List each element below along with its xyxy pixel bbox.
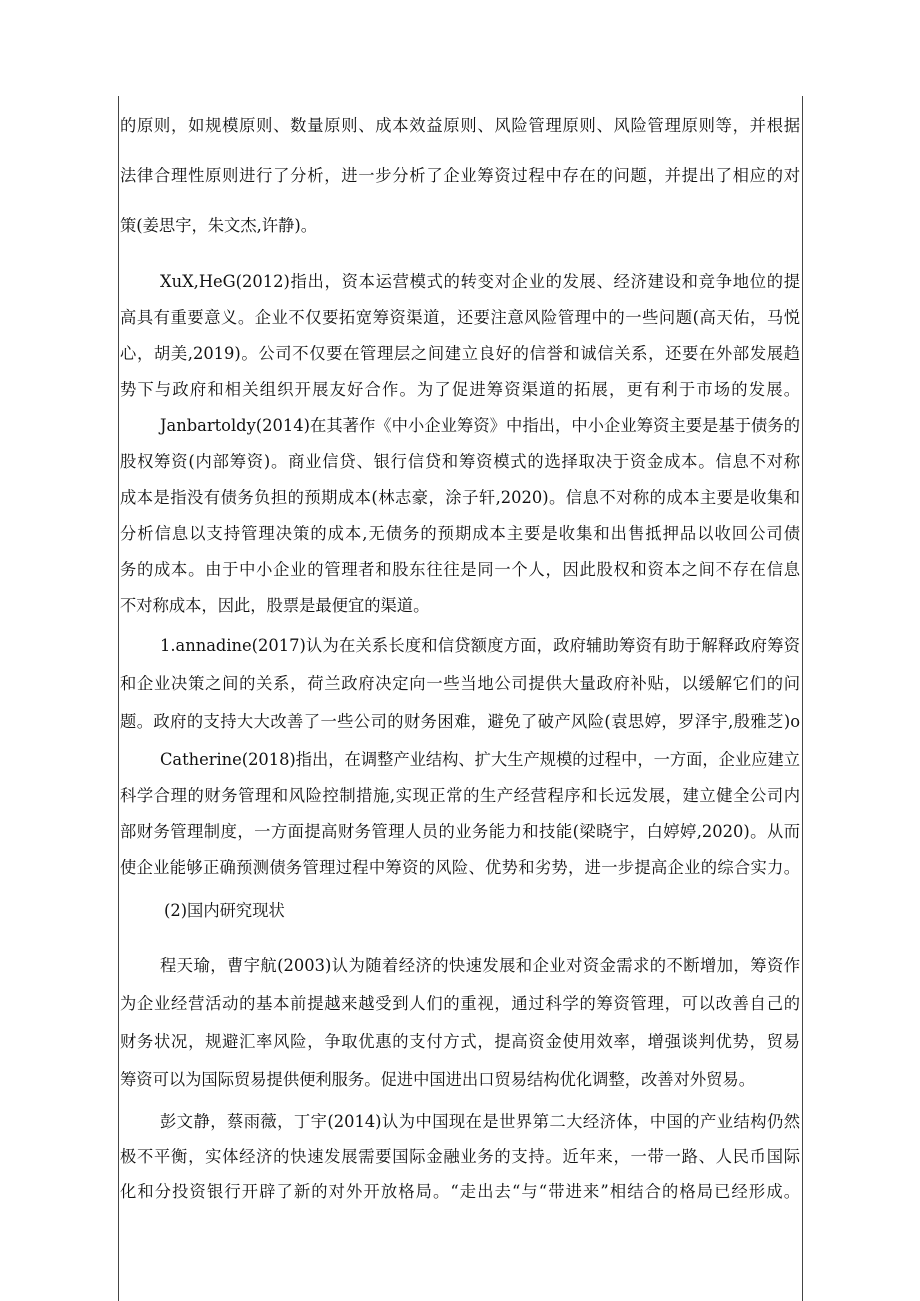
text-line: 彭文静，蔡雨薇，丁宇(2014)认为中国现在是世界第二大经济体，中国的产业结构仍然 <box>160 1112 800 1131</box>
text-line: 股权筹资(内部筹资)。商业信贷、银行信贷和筹资模式的选择取决于资金成本。信息不对称 <box>120 452 800 471</box>
text-line: Janbartoldy(2014)在其著作《中小企业筹资》中指出，中小企业筹资主要是基于债务的 <box>160 416 800 435</box>
text-line: 的原则，如规模原则、数量原则、成本效益原则、风险管理原则、风险管理原则等，并根据 <box>120 116 800 135</box>
text-line: 题。政府的支持大大改善了一些公司的财务困难，避免了破产风险(袁思婷，罗泽宇,殷雅芝)o <box>120 712 800 731</box>
text-line: 法律合理性原则进行了分析，进一步分析了企业筹资过程中存在的问题，并提出了相应的对 <box>120 166 800 185</box>
text-line: 科学合理的财务管理和风险控制措施,实现正常的生产经营程序和长远发展，建立健全公司内 <box>120 786 800 805</box>
text-line: 使企业能够正确预测债务管理过程中筹资的风险、优势和劣势，进一步提高企业的综合实力。 <box>120 858 800 877</box>
text-line: 心，胡美,2019)。公司不仅要在管理层之间建立良好的信誉和诚信关系，还要在外部发展趋 <box>120 344 800 363</box>
text-line: XuX,HeG(2012)指出，资本运营模式的转变对企业的发展、经济建设和竞争地位的提 <box>160 272 800 291</box>
text-line: 极不平衡，实体经济的快速发展需要国际金融业务的支持。近年来，一带一路、人民币国际 <box>120 1147 800 1166</box>
text-line: 程天瑜，曹宇航(2003)认为随着经济的快速发展和企业对资金需求的不断增加，筹资作 <box>160 956 800 975</box>
text-line: 和企业决策之间的关系，荷兰政府决定向一些当地公司提供大量政府补贴，以缓解它们的问 <box>120 674 800 693</box>
text-line: 为企业经营活动的基本前提越来越受到人们的重视，通过科学的筹资管理，可以改善自己的 <box>120 994 800 1013</box>
text-line: Catherine(2018)指出，在调整产业结构、扩大生产规模的过程中，一方面，企业应建立 <box>160 750 800 769</box>
text-line: 策(姜思宇，朱文杰,许静)。 <box>120 216 317 235</box>
text-line: 势下与政府和相关组织开展友好合作。为了促进筹资渠道的拓展，更有利于市场的发展。 <box>120 380 800 399</box>
text-line: 务的成本。由于中小企业的管理者和股东往往是同一个人，因此股权和资本之间不存在信息 <box>120 560 800 579</box>
section-heading: (2)国内研究现状 <box>164 901 285 920</box>
text-line: 筹资可以为国际贸易提供便利服务。促进中国进出口贸易结构优化调整，改善对外贸易。 <box>120 1070 755 1089</box>
text-line: 高具有重要意义。企业不仅要拓宽筹资渠道，还要注意风险管理中的一些问题(高天佑，马悦 <box>120 308 800 327</box>
text-line: 分析信息以支持管理决策的成本,无债务的预期成本主要是收集和出售抵押品以收回公司债 <box>120 524 800 543</box>
text-line: 成本是指没有债务负担的预期成本(林志豪，涂子轩,2020)。信息不对称的成本主要是收集和 <box>120 488 800 507</box>
text-line: 1.annadine(2017)认为在关系长度和信贷额度方面，政府辅助筹资有助于解释政府筹资 <box>160 636 800 655</box>
text-line: 化和分投资银行开辟了新的对外开放格局。“走出去“与“带进来”相结合的格局已经形成。 <box>120 1182 800 1201</box>
text-line: 财务状况，规避汇率风险，争取优惠的支付方式，提高资金使用效率，增强谈判优势，贸易 <box>120 1032 800 1051</box>
text-line: 部财务管理制度，一方面提高财务管理人员的业务能力和技能(梁晓宇，白婷婷,2020)。从而 <box>120 822 800 841</box>
text-line: 不对称成本，因此，股票是最便宜的渠道。 <box>120 596 430 615</box>
